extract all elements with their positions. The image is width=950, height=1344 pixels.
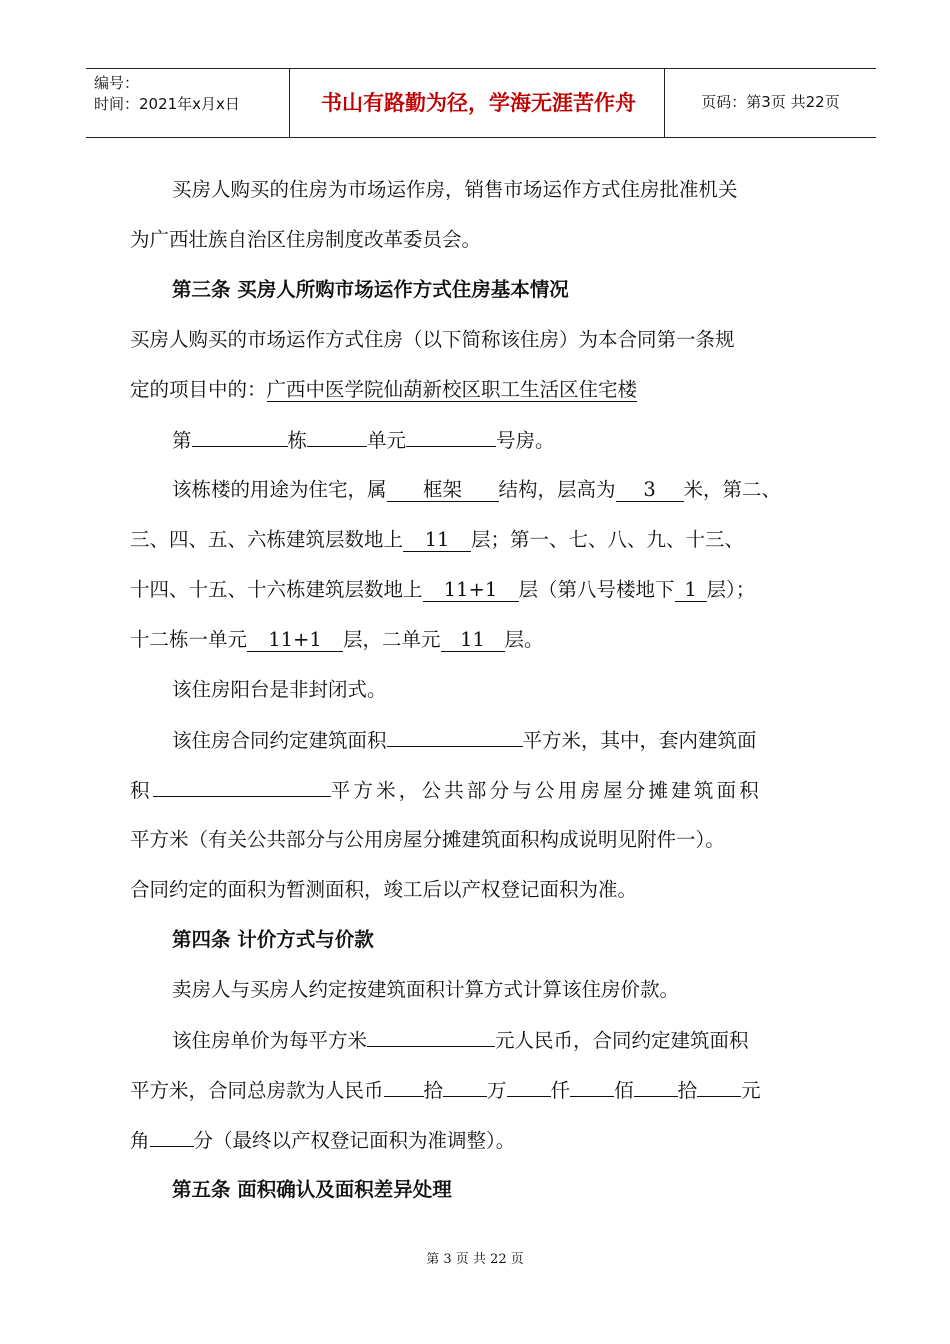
text: 平方米，合同总房款为人民币 [130, 1079, 384, 1102]
text: 角 [130, 1129, 150, 1152]
unit-blank [307, 424, 367, 447]
amount-blank [384, 1074, 424, 1097]
text: 积 [130, 779, 153, 802]
paragraph-line [130, 574, 755, 602]
text: 分（最终以产权登记面积为准调整）。 [193, 1129, 516, 1152]
text: 层（第八号楼地下 [518, 578, 675, 601]
text: 三、四、五、六栋建筑层数地上 [130, 528, 404, 551]
text: 该住房单价为每平方米 [172, 1029, 368, 1052]
text: 层）； [706, 578, 756, 601]
amount-blank [150, 1124, 194, 1147]
paragraph-line [172, 1024, 749, 1053]
code-label: 编号： [94, 74, 140, 92]
text: 万 [487, 1079, 507, 1102]
floor-height-field: 3 [616, 479, 684, 502]
unit-price-blank [367, 1024, 495, 1047]
amount-blank [507, 1074, 551, 1097]
room-blank [406, 424, 496, 447]
amount-blank [443, 1074, 487, 1097]
paragraph-line: 合同约定的面积为暂测面积，竣工后以产权登记面积为准。 [130, 878, 638, 901]
text: 米，第二、 [683, 478, 782, 501]
document-header [86, 68, 876, 138]
amount-blank [570, 1074, 614, 1097]
time-label: 时间：2021年x月x日 [94, 95, 240, 113]
floors-field: 11 [403, 529, 471, 552]
paragraph-line: 该住房阳台是非封闭式。 [172, 678, 387, 701]
paragraph-line [130, 1124, 515, 1153]
paragraph-line [130, 624, 544, 652]
text: 平方米，公共部分与公用房屋分摊建筑面积 [330, 779, 763, 802]
header-divider [289, 69, 290, 137]
header-meta [94, 73, 290, 115]
text: 层。 [504, 628, 544, 651]
paragraph-line: 买房人购买的市场运作方式住房（以下简称该住房）为本合同第一条规 [130, 328, 735, 351]
header-motto: 书山有路勤为径，学海无涯苦作舟 [321, 91, 636, 115]
building-blank [192, 424, 288, 447]
structure-field: 框架 [387, 479, 499, 502]
text: 定的项目中的： [130, 378, 267, 401]
project-name-field: 广西中医学院仙葫新校区职工生活区住宅楼 [266, 378, 638, 401]
floors-field: 11 [441, 629, 505, 652]
paragraph-line: 平方米（有关公共部分与公用房屋分摊建筑面积构成说明见附件一）。 [130, 828, 725, 851]
paragraph-line: 卖房人与买房人约定按建筑面积计算方式计算该住房价款。 [172, 978, 680, 1001]
text: 元 [741, 1079, 761, 1102]
paragraph-line [130, 1074, 761, 1103]
text: 层；第一、七、八、九、十三、 [471, 528, 745, 551]
text: 十四、十五、十六栋建筑层数地上 [130, 578, 423, 601]
article-heading: 第四条 计价方式与价款 [172, 928, 374, 951]
amount-blank [634, 1074, 678, 1097]
paragraph-line [130, 374, 637, 402]
paragraph-line [130, 524, 744, 552]
text: 平方米，其中，套内建筑面 [522, 729, 757, 752]
article-heading: 第三条 买房人所购市场运作方式住房基本情况 [172, 278, 569, 301]
paragraph-line: 买房人购买的住房为市场运作房，销售市场运作方式住房批准机关 [172, 178, 738, 201]
floors-field: 11+1 [247, 629, 343, 652]
text: 拾 [677, 1079, 698, 1102]
paragraph-line [130, 774, 762, 803]
text: 拾 [423, 1079, 444, 1102]
text: 十二栋一单元 [130, 628, 248, 651]
text: 该栋楼的用途为住宅，属 [172, 478, 387, 501]
article-heading: 第五条 面积确认及面积差异处理 [172, 1178, 452, 1201]
text: 单元 [367, 429, 407, 452]
page-footer: 第 3 页 共 22 页 [426, 1252, 524, 1267]
paragraph-line [172, 424, 555, 453]
text: 栋 [287, 429, 308, 452]
text: 结构，层高为 [498, 478, 616, 501]
amount-blank [697, 1074, 741, 1097]
text: 层，二单元 [343, 628, 441, 651]
text: 佰 [614, 1079, 634, 1102]
paragraph-line: 为广西壮族自治区住房制度改革委员会。 [130, 228, 482, 251]
basement-field: 1 [675, 579, 707, 602]
inner-area-blank [153, 774, 331, 797]
text: 第 [172, 429, 192, 452]
text: 元人民币，合同约定建筑面积 [495, 1029, 749, 1052]
floors-field: 11+1 [423, 579, 519, 602]
text: 仟 [550, 1079, 571, 1102]
text: 该住房合同约定建筑面积 [172, 729, 387, 752]
area-blank [387, 724, 523, 747]
header-page-number: 页码：第3页 共22页 [701, 93, 840, 111]
header-divider [664, 69, 665, 137]
text: 号房。 [496, 429, 555, 452]
paragraph-line [172, 724, 757, 753]
paragraph-line [172, 474, 781, 502]
